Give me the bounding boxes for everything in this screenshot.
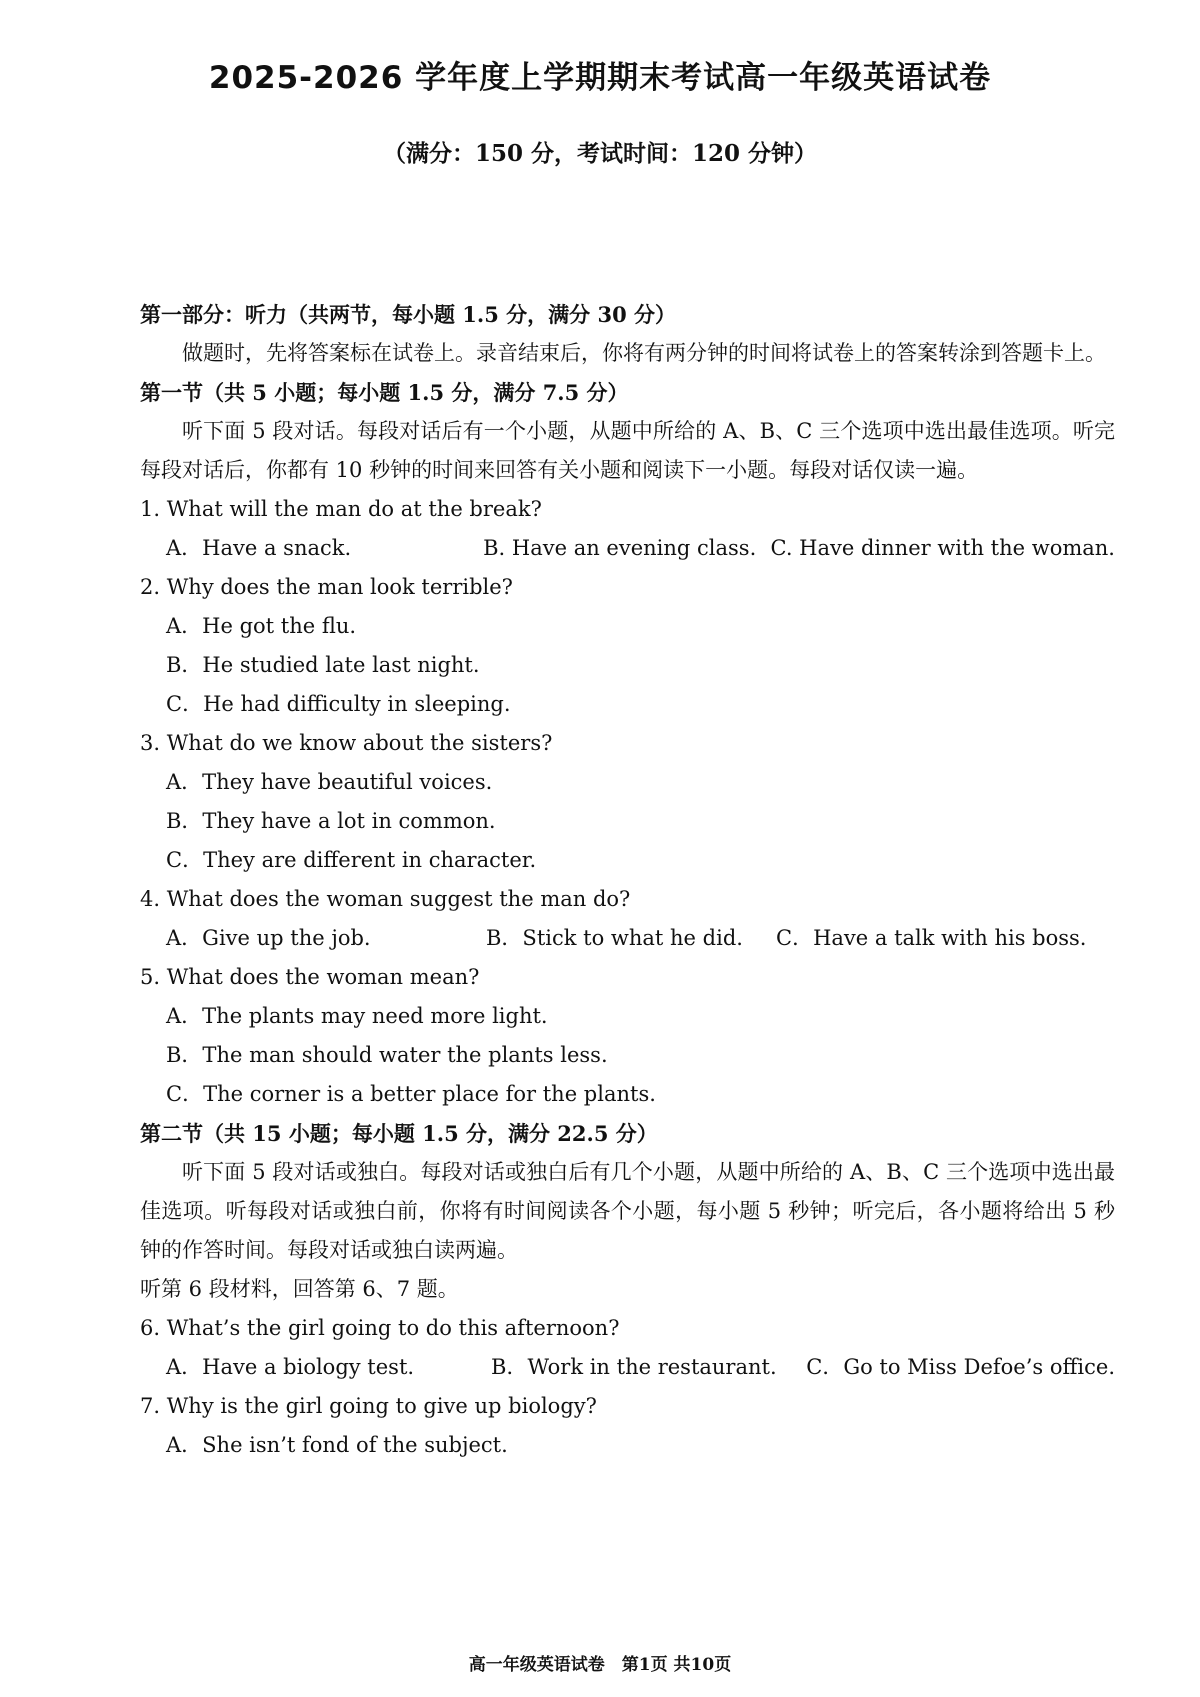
question-3-stem: 3. What do we know about the sisters?: [140, 731, 553, 755]
question-1-option-b: B. Have an evening class.: [483, 536, 757, 560]
question-5-stem: 5. What does the woman mean?: [140, 965, 480, 989]
question-4-option-c: C．Have a talk with his boss.: [776, 926, 1087, 950]
exam-body: [140, 295, 1115, 1465]
question-2-stem: 2. Why does the man look terrible?: [140, 575, 513, 599]
question-2-option-c: C．He had difficulty in sleeping.: [166, 692, 511, 716]
page-footer: 高一年级英语试卷 第1页 共10页: [468, 1655, 732, 1675]
section2-instruction: 听下面 5 段对话或独白。每段对话或独白后有几个小题，从题中所给的 A、B、C 三个选项中选出最佳选项。听每段对话或独白前，你将有时间阅读各个小题，每小题 5 秒钟；听完后，各小题将给出 5 秒钟的作答时间。每段对话或独白读两遍。: [140, 1160, 1115, 1262]
section1-instruction: 听下面 5 段对话。每段对话后有一个小题，从题中所给的 A、B、C 三个选项中选出最佳选项。听完每段对话后，你都有 10 秒钟的时间来回答有关小题和阅读下一小题。每段对话仅读一遍。: [140, 419, 1115, 482]
question-4-option-b: B．Stick to what he did.: [486, 926, 743, 950]
question-6-options: [140, 1348, 1115, 1387]
question-1-option-c: C. Have dinner with the woman.: [770, 536, 1115, 560]
section2-heading: 第二节（共 15 小题；每小题 1.5 分，满分 22.5 分）: [140, 1121, 658, 1146]
question-6-option-b: B．Work in the restaurant.: [491, 1355, 777, 1379]
question-5-option-a: A．The plants may need more light.: [166, 1004, 548, 1028]
question-4-options: [140, 919, 1115, 958]
question-7-option-a: A．She isn’t fond of the subject.: [166, 1433, 508, 1457]
question-1-options: [140, 529, 1115, 568]
question-6-option-a: A．Have a biology test.: [166, 1355, 415, 1379]
question-6-option-c: C．Go to Miss Defoe’s office.: [806, 1355, 1115, 1379]
question-4-option-a: A．Give up the job.: [166, 926, 371, 950]
question-3-option-b: B．They have a lot in common.: [166, 809, 496, 833]
question-1-option-a: A．Have a snack.: [166, 536, 352, 560]
question-2-option-a: A．He got the flu.: [166, 614, 357, 638]
part1-instruction: 做题时，先将答案标在试卷上。录音结束后，你将有两分钟的时间将试卷上的答案转涂到答题卡上。: [182, 341, 1106, 365]
question-5-option-c: C．The corner is a better place for the plants.: [166, 1082, 656, 1106]
question-1-stem: 1. What will the man do at the break?: [140, 497, 542, 521]
question-2-option-b: B．He studied late last night.: [166, 653, 480, 677]
question-7-stem: 7. Why is the girl going to give up biology?: [140, 1394, 597, 1418]
question-5-option-b: B．The man should water the plants less.: [166, 1043, 608, 1067]
question-6-stem: 6. What’s the girl going to do this afternoon?: [140, 1316, 620, 1340]
part1-heading: 第一部分：听力（共两节，每小题 1.5 分，满分 30 分）: [140, 302, 677, 327]
material-6-note: 听第 6 段材料，回答第 6、7 题。: [140, 1277, 459, 1301]
exam-subtitle: （满分：150 分，考试时间：120 分钟）: [382, 140, 818, 167]
question-4-stem: 4. What does the woman suggest the man do?: [140, 887, 631, 911]
exam-title: 2025-2026 学年度上学期期末考试高一年级英语试卷: [208, 60, 992, 96]
section1-heading: 第一节（共 5 小题；每小题 1.5 分，满分 7.5 分）: [140, 380, 629, 405]
question-3-option-c: C．They are different in character.: [166, 848, 537, 872]
question-3-option-a: A．They have beautiful voices.: [166, 770, 493, 794]
